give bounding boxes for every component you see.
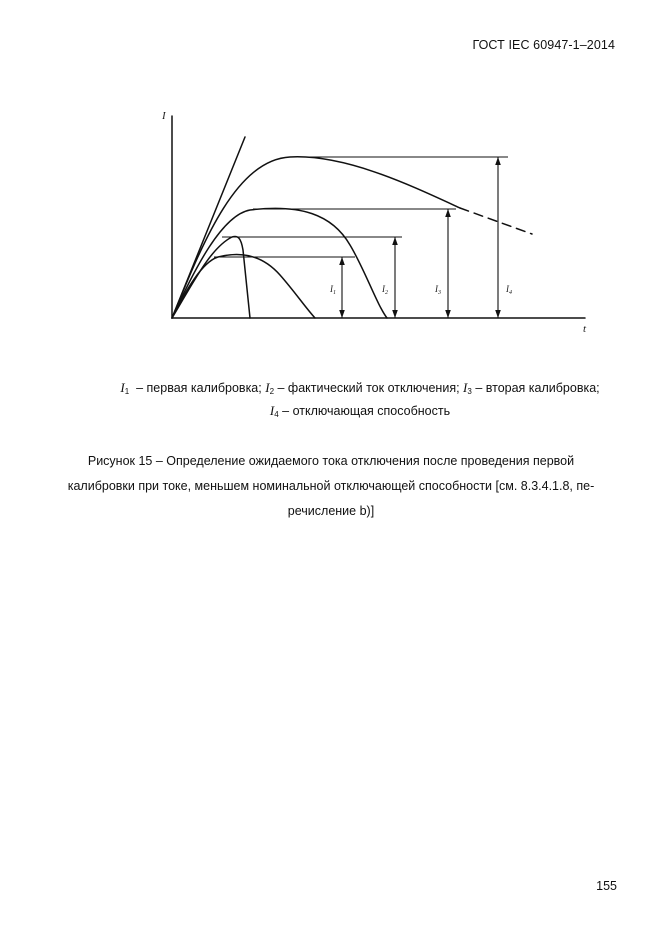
legend-index-3: 3 [467, 387, 472, 396]
current-time-figure [150, 100, 600, 345]
curve-i4-extrapolation [460, 208, 532, 234]
curve-label-i1: $I_1$ [330, 284, 336, 296]
arrowhead-i1-top [339, 257, 345, 265]
x-axis-label: t [583, 323, 587, 335]
legend-text-i1: – первая калибровка; [129, 381, 266, 395]
legend-symbol-i3: I [463, 380, 468, 395]
arrowhead-i1-bottom [339, 310, 345, 318]
arrowhead-i3-top [445, 209, 451, 217]
arrowhead-i3-bottom [445, 310, 451, 318]
legend-index-2: 2 [269, 387, 275, 396]
legend-symbol-i1: I [120, 380, 125, 395]
legend-index-4: 4 [274, 410, 279, 419]
legend-symbol-i4: I [269, 403, 275, 418]
curve-label-i2: $I_2$ [382, 284, 388, 296]
arrowhead-i2-bottom [392, 310, 398, 318]
arrowhead-i4-bottom [495, 310, 501, 318]
legend-text-i3: – вторая калибровка; [471, 381, 600, 395]
arrowhead-i2-top [392, 237, 398, 245]
legend-symbol-i2: I [265, 380, 270, 395]
page-header-standard: ГОСТ IEC 60947-1–2014 [472, 38, 615, 52]
caption-line-1: Рисунок 15 – Определение ожидаемого тока отключения после проведения первой [87, 454, 575, 468]
curve-label-i4: $I_4$ [506, 284, 512, 296]
legend-text-i2: – фактический ток отключения; [274, 381, 464, 395]
arrowhead-i4-top [495, 157, 501, 165]
curve-i3 [172, 208, 387, 318]
figure-caption [66, 449, 596, 524]
legend-index-1: 1 [124, 387, 130, 396]
curve-i2 [172, 236, 250, 318]
y-axis-label: I [162, 110, 166, 122]
legend-text-i4: – отключающая способность [278, 404, 451, 418]
curve-label-i3: $I_3$ [435, 284, 441, 296]
legend-line-2 [60, 398, 660, 427]
caption-line-3: речисление b)] [287, 504, 375, 518]
caption-line-2: калибровки при токе, меньшем номинальной отключающей способности [см. 8.3.4.1.8, пе- [67, 479, 595, 493]
page-number: 155 [596, 879, 617, 893]
